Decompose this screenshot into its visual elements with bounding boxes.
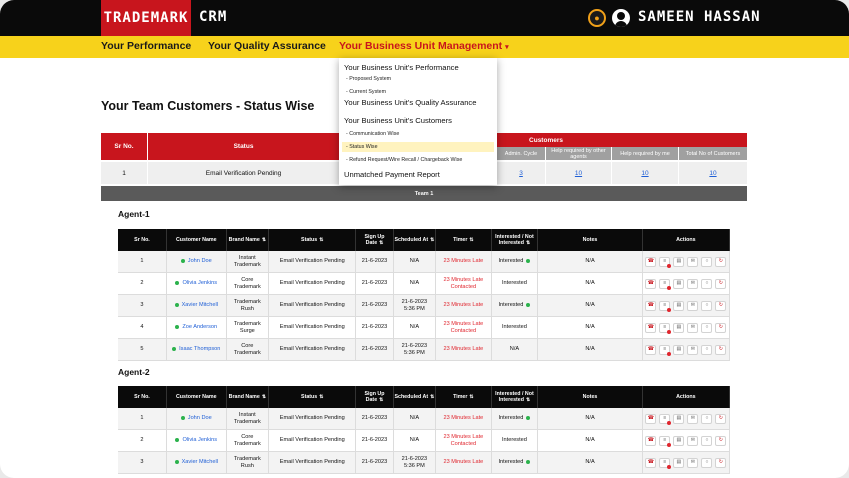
- summary-link-total-customers[interactable]: 10: [709, 169, 717, 177]
- phone-icon[interactable]: ☎: [645, 436, 656, 446]
- column-header[interactable]: [227, 386, 270, 408]
- interested-check-icon: [526, 259, 530, 263]
- cell-scheduled-at: N/A: [394, 273, 437, 295]
- sort-icon[interactable]: ⇅: [261, 237, 267, 243]
- table-header-row: [118, 229, 730, 251]
- customer-name: Olivia Jenkins: [182, 437, 217, 444]
- column-header-label: Sr No.: [134, 237, 150, 243]
- cell-signup-date: 21-6-2023: [356, 339, 393, 361]
- summary-cell-sr: 1: [101, 162, 147, 184]
- page-title: Your Team Customers - Status Wise: [101, 99, 315, 113]
- cell-notes: N/A: [538, 452, 642, 474]
- column-header-label: Timer: [453, 237, 468, 243]
- refresh-icon[interactable]: ↻: [715, 458, 726, 468]
- sort-icon[interactable]: ⇅: [526, 397, 531, 403]
- online-status-icon: [175, 303, 179, 307]
- dropdown-item-label: Refund Request/Wire Recall / Chargeback Wise: [349, 157, 463, 163]
- dropdown-group-unmatched-payment[interactable]: Unmatched Payment Report: [344, 170, 440, 179]
- interest-label: Interested: [502, 324, 527, 331]
- cell-customer: [167, 430, 227, 452]
- cell-sr: 2: [118, 273, 167, 295]
- column-header-label: Status: [301, 237, 318, 243]
- cell-signup-date: 21-6-2023: [356, 295, 393, 317]
- call-log-icon[interactable]: ≡: [659, 458, 670, 468]
- cell-scheduled-at: N/A: [394, 251, 437, 273]
- action-buttons: [645, 323, 727, 333]
- action-buttons: [645, 436, 727, 446]
- table-row: [118, 317, 730, 339]
- sms-icon[interactable]: ▤: [673, 345, 684, 355]
- cell-interest: [492, 408, 539, 430]
- chevron-down-icon: ▾: [505, 44, 509, 51]
- customer-link[interactable]: [175, 302, 218, 308]
- cell-interest: [492, 339, 539, 361]
- phone-icon[interactable]: ☎: [645, 458, 656, 468]
- summary-sub-help-by-others: Help required by other agents: [546, 147, 611, 160]
- column-header-label: Sign Up Date: [364, 234, 385, 246]
- cell-interest: [492, 317, 539, 339]
- refresh-icon[interactable]: ↻: [715, 345, 726, 355]
- cell-notes: N/A: [538, 408, 642, 430]
- cell-sr: 3: [118, 295, 167, 317]
- column-header-label: Status: [301, 394, 318, 400]
- app-name: CRM: [199, 9, 228, 25]
- main-nav: [0, 36, 849, 58]
- call-log-icon[interactable]: ≡: [659, 279, 670, 289]
- table-row: [118, 251, 730, 273]
- cell-timer: 23 Minutes Late: [436, 408, 491, 430]
- cell-notes: N/A: [538, 430, 642, 452]
- interest-label: Interested: [502, 280, 527, 287]
- nav-business-unit-management-label: Your Business Unit Management: [339, 40, 503, 52]
- column-header[interactable]: [394, 386, 437, 408]
- summary-sub-help-by-me: Help required by me: [612, 147, 678, 160]
- phone-icon[interactable]: ☎: [645, 414, 656, 424]
- dropdown-item-proposed-system[interactable]: - Proposed System: [346, 76, 392, 82]
- email-icon[interactable]: ✉: [687, 458, 698, 468]
- sort-icon[interactable]: ⇅: [379, 397, 384, 403]
- cell-actions: [643, 452, 730, 474]
- sort-icon[interactable]: ⇅: [319, 237, 324, 243]
- column-header[interactable]: [356, 229, 393, 251]
- summary-sub-total-customers: Total No of Customers: [679, 147, 747, 160]
- column-header[interactable]: [492, 229, 539, 251]
- column-header: [643, 229, 730, 251]
- sms-icon[interactable]: ▤: [673, 257, 684, 267]
- cell-brand: Instant Trademark: [227, 251, 270, 273]
- user-name[interactable]: SAMEEN HASSAN: [638, 9, 761, 25]
- column-header[interactable]: [492, 386, 539, 408]
- alert-dot-icon: [667, 465, 671, 469]
- cell-actions: [643, 251, 730, 273]
- column-header-label: Brand Name: [228, 394, 260, 400]
- column-header: [118, 386, 167, 408]
- cell-scheduled-at: N/A: [394, 408, 437, 430]
- cell-signup-date: 21-6-2023: [356, 317, 393, 339]
- sms-icon[interactable]: ▤: [673, 323, 684, 333]
- online-status-icon: [181, 259, 185, 263]
- cell-interest: [492, 273, 539, 295]
- column-header-label: Timer: [453, 394, 468, 400]
- interested-check-icon: [526, 416, 530, 420]
- column-header: [118, 229, 167, 251]
- sort-icon[interactable]: ⇅: [526, 240, 531, 246]
- summary-cell-status: Email Verification Pending: [148, 162, 339, 184]
- alert-dot-icon: [667, 308, 671, 312]
- cell-timer: 23 Minutes Late: [436, 452, 491, 474]
- column-header-label: Brand Name: [228, 237, 260, 243]
- sort-icon[interactable]: ⇅: [469, 237, 474, 243]
- action-buttons: [645, 345, 727, 355]
- phone-icon[interactable]: ☎: [645, 279, 656, 289]
- dropdown-item-current-system[interactable]: - Current System: [346, 89, 387, 95]
- brand-logo[interactable]: [101, 0, 191, 36]
- online-status-icon: [175, 438, 179, 442]
- whatsapp-icon[interactable]: ○: [701, 323, 712, 333]
- cell-interest: [492, 295, 539, 317]
- email-icon[interactable]: ✉: [687, 257, 698, 267]
- customer-link[interactable]: [175, 437, 217, 443]
- cell-actions: [643, 339, 730, 361]
- sort-icon[interactable]: ⇅: [430, 394, 435, 400]
- dropdown-item-status-wise[interactable]: - Status Wise: [342, 142, 494, 152]
- agent-table: [118, 229, 730, 361]
- email-icon[interactable]: ✉: [687, 301, 698, 311]
- alert-dot-icon: [667, 330, 671, 334]
- email-icon[interactable]: ✉: [687, 279, 698, 289]
- cell-brand: Instant Trademark: [227, 408, 270, 430]
- sort-icon[interactable]: ⇅: [430, 237, 435, 243]
- column-header-label: Notes: [582, 237, 598, 243]
- cell-scheduled-at: N/A: [394, 430, 437, 452]
- table-row: [118, 408, 730, 430]
- call-log-icon[interactable]: ≡: [659, 345, 670, 355]
- dropdown-item-label: Status Wise: [349, 144, 378, 150]
- refresh-icon[interactable]: ↻: [715, 414, 726, 424]
- cell-customer: [167, 273, 227, 295]
- brand-logo-text: TRADEMARK: [103, 10, 189, 26]
- cell-actions: [643, 273, 730, 295]
- phone-icon[interactable]: ☎: [645, 301, 656, 311]
- column-header-label: Sign Up Date: [364, 391, 385, 403]
- cell-customer: [167, 317, 227, 339]
- team-header: Team 1: [101, 186, 747, 201]
- cell-scheduled-at: 21-6-2023 5:36 PM: [394, 339, 437, 361]
- cell-status: Email Verification Pending: [269, 452, 356, 474]
- column-header-label: Interested / Not Interested: [495, 234, 534, 246]
- column-header: [643, 386, 730, 408]
- cell-scheduled-at: N/A: [394, 317, 437, 339]
- email-icon[interactable]: ✉: [687, 345, 698, 355]
- cell-actions: [643, 295, 730, 317]
- sms-icon[interactable]: ▤: [673, 458, 684, 468]
- table-row: [118, 273, 730, 295]
- summary-link-admin-cycle[interactable]: 3: [519, 169, 523, 177]
- cell-interest: [492, 430, 539, 452]
- whatsapp-icon[interactable]: ○: [701, 257, 712, 267]
- user-avatar-icon[interactable]: [612, 9, 630, 27]
- call-log-icon[interactable]: ≡: [659, 436, 670, 446]
- cell-notes: N/A: [538, 317, 642, 339]
- interest-label: Interested: [502, 437, 527, 444]
- dropdown-group-customers[interactable]: Your Business Unit's Customers: [344, 116, 452, 125]
- column-header[interactable]: [269, 229, 356, 251]
- summary-link-help-by-me[interactable]: 10: [641, 169, 649, 177]
- call-log-icon[interactable]: ≡: [659, 257, 670, 267]
- cell-interest: [492, 452, 539, 474]
- column-header-label: Notes: [582, 394, 598, 400]
- cell-sr: 2: [118, 430, 167, 452]
- email-icon[interactable]: ✉: [687, 436, 698, 446]
- customer-link[interactable]: [172, 346, 220, 352]
- customer-name: John Doe: [187, 415, 212, 422]
- column-header[interactable]: [394, 229, 437, 251]
- table-row: [118, 295, 730, 317]
- cell-customer: [167, 251, 227, 273]
- column-header-label: Scheduled At: [394, 394, 429, 400]
- sms-icon[interactable]: ▤: [673, 414, 684, 424]
- nav-your-quality-assurance[interactable]: Your Quality Assurance: [208, 40, 326, 52]
- cell-sr: 1: [118, 251, 167, 273]
- refresh-icon[interactable]: ↻: [715, 436, 726, 446]
- whatsapp-icon[interactable]: ○: [701, 458, 712, 468]
- interested-check-icon: [526, 460, 530, 464]
- sort-icon[interactable]: ⇅: [261, 394, 267, 400]
- cell-actions: [643, 317, 730, 339]
- summary-header-customers: Customers: [339, 133, 747, 147]
- customer-link[interactable]: [175, 459, 218, 465]
- online-status-icon: [181, 416, 185, 420]
- cell-timer: 23 Minutes Late Contacted: [436, 273, 491, 295]
- cell-brand: Core Trademark: [227, 273, 270, 295]
- sms-icon[interactable]: ▤: [673, 436, 684, 446]
- refresh-icon[interactable]: ↻: [715, 323, 726, 333]
- whatsapp-icon[interactable]: ○: [701, 414, 712, 424]
- phone-icon[interactable]: ☎: [645, 323, 656, 333]
- column-header[interactable]: [436, 229, 491, 251]
- summary-header-status: Status: [148, 133, 339, 160]
- cell-customer: [167, 295, 227, 317]
- notification-bell-icon[interactable]: ●: [588, 9, 606, 27]
- column-header: [538, 229, 642, 251]
- column-header[interactable]: [436, 386, 491, 408]
- column-header-label: Sr No.: [134, 394, 150, 400]
- cell-customer: [167, 408, 227, 430]
- cell-status: Email Verification Pending: [269, 295, 356, 317]
- action-buttons: [645, 279, 727, 289]
- call-log-icon[interactable]: ≡: [659, 414, 670, 424]
- sort-icon[interactable]: ⇅: [379, 240, 384, 246]
- top-bar: [0, 0, 849, 36]
- agent-title: Agent-2: [118, 367, 150, 377]
- online-status-icon: [172, 347, 176, 351]
- cell-status: Email Verification Pending: [269, 317, 356, 339]
- customer-name: Xavier Mitchell: [181, 459, 218, 466]
- agent-title: Agent-1: [118, 209, 150, 219]
- refresh-icon[interactable]: ↻: [715, 279, 726, 289]
- dropdown-item-label: Communication Wise: [349, 131, 400, 137]
- alert-dot-icon: [667, 421, 671, 425]
- email-icon[interactable]: ✉: [687, 323, 698, 333]
- customer-link[interactable]: [181, 415, 212, 421]
- dropdown-item-label: Current System: [349, 89, 387, 95]
- column-header: [167, 229, 227, 251]
- dropdown-item-communication-wise[interactable]: - Communication Wise: [346, 131, 400, 137]
- cell-actions: [643, 408, 730, 430]
- cell-customer: [167, 452, 227, 474]
- dropdown-item-refund-request[interactable]: - Refund Request/Wire Recall / Chargeback Wise: [346, 157, 463, 163]
- dropdown-group-performance[interactable]: Your Business Unit's Performance: [344, 63, 459, 72]
- column-header-label: Customer Name: [175, 237, 217, 243]
- cell-timer: 23 Minutes Late: [436, 339, 491, 361]
- cell-sr: 5: [118, 339, 167, 361]
- column-header-label: Actions: [676, 237, 696, 243]
- online-status-icon: [175, 460, 179, 464]
- cell-notes: N/A: [538, 251, 642, 273]
- whatsapp-icon[interactable]: ○: [701, 301, 712, 311]
- column-header-label: Actions: [676, 394, 696, 400]
- business-unit-dropdown: [339, 58, 497, 185]
- action-buttons: [645, 414, 727, 424]
- sms-icon[interactable]: ▤: [673, 301, 684, 311]
- cell-signup-date: 21-6-2023: [356, 251, 393, 273]
- cell-scheduled-at: 21-6-2023 5:36 PM: [394, 452, 437, 474]
- cell-signup-date: 21-6-2023: [356, 430, 393, 452]
- alert-dot-icon: [667, 264, 671, 268]
- table-header-row: [118, 386, 730, 408]
- cell-actions: [643, 430, 730, 452]
- cell-notes: N/A: [538, 339, 642, 361]
- alert-dot-icon: [667, 443, 671, 447]
- column-header: [538, 386, 642, 408]
- cell-status: Email Verification Pending: [269, 430, 356, 452]
- online-status-icon: [175, 325, 179, 329]
- cell-status: Email Verification Pending: [269, 408, 356, 430]
- sort-icon[interactable]: ⇅: [469, 394, 474, 400]
- cell-signup-date: 21-6-2023: [356, 408, 393, 430]
- dropdown-item-label: Proposed System: [349, 76, 392, 82]
- whatsapp-icon[interactable]: ○: [701, 279, 712, 289]
- cell-timer: 23 Minutes Late Contacted: [436, 430, 491, 452]
- table-row: [118, 430, 730, 452]
- cell-brand: Trademark Surge: [227, 317, 270, 339]
- interest-label: Interested: [498, 258, 524, 265]
- cell-status: Email Verification Pending: [269, 273, 356, 295]
- customer-link[interactable]: [175, 280, 217, 286]
- cell-signup-date: 21-6-2023: [356, 273, 393, 295]
- customer-name: Olivia Jenkins: [182, 280, 217, 287]
- cell-interest: [492, 251, 539, 273]
- column-header[interactable]: [227, 229, 270, 251]
- cell-customer: [167, 339, 227, 361]
- customer-name: Xavier Mitchell: [181, 302, 218, 309]
- customer-name: Zoe Anderson: [182, 324, 218, 331]
- column-header-label: Customer Name: [175, 394, 217, 400]
- sort-icon[interactable]: ⇅: [319, 394, 324, 400]
- cell-status: Email Verification Pending: [269, 339, 356, 361]
- action-buttons: [645, 458, 727, 468]
- call-log-icon[interactable]: ≡: [659, 301, 670, 311]
- nav-your-performance[interactable]: Your Performance: [101, 40, 192, 52]
- interest-label: Interested: [498, 302, 524, 309]
- summary-link-help-by-others[interactable]: 10: [574, 169, 583, 177]
- column-header[interactable]: [269, 386, 356, 408]
- sms-icon[interactable]: ▤: [673, 279, 684, 289]
- cell-notes: N/A: [538, 295, 642, 317]
- cell-signup-date: 21-6-2023: [356, 452, 393, 474]
- nav-business-unit-management[interactable]: [339, 40, 509, 52]
- column-header-label: Interested / Not Interested: [495, 391, 534, 403]
- cell-timer: 23 Minutes Late: [436, 295, 491, 317]
- customer-name: John Doe: [187, 258, 212, 265]
- interest-label: Interested: [498, 459, 524, 466]
- cell-brand: Trademark Rush: [227, 295, 270, 317]
- customer-link[interactable]: [175, 324, 217, 330]
- cell-timer: 23 Minutes Late: [436, 251, 491, 273]
- column-header: [167, 386, 227, 408]
- cell-timer: 23 Minutes Late Contacted: [436, 317, 491, 339]
- column-header[interactable]: [356, 386, 393, 408]
- action-buttons: [645, 301, 727, 311]
- customer-link[interactable]: [181, 258, 212, 264]
- customer-name: Isaac Thompson: [179, 346, 221, 353]
- phone-icon[interactable]: ☎: [645, 345, 656, 355]
- column-header-label: Scheduled At: [394, 237, 429, 243]
- summary-sub-admin-cycle: Admin. Cycle: [497, 147, 545, 160]
- cell-scheduled-at: 21-6-2023 5:36 PM: [394, 295, 437, 317]
- refresh-icon[interactable]: ↻: [715, 257, 726, 267]
- cell-brand: Trademark Rush: [227, 452, 270, 474]
- email-icon[interactable]: ✉: [687, 414, 698, 424]
- whatsapp-icon[interactable]: ○: [701, 345, 712, 355]
- cell-status: Email Verification Pending: [269, 251, 356, 273]
- cell-sr: 4: [118, 317, 167, 339]
- action-buttons: [645, 257, 727, 267]
- cell-brand: Core Trademark: [227, 430, 270, 452]
- alert-dot-icon: [667, 352, 671, 356]
- interested-check-icon: [526, 303, 530, 307]
- alert-dot-icon: [667, 286, 671, 290]
- table-row: [118, 339, 730, 361]
- agent-table: [118, 386, 730, 474]
- phone-icon[interactable]: ☎: [645, 257, 656, 267]
- cell-notes: N/A: [538, 273, 642, 295]
- summary-header-sr: Sr No.: [101, 133, 147, 160]
- dropdown-group-quality-assurance[interactable]: Your Business Unit's Quality Assurance: [344, 98, 477, 107]
- online-status-icon: [175, 281, 179, 285]
- cell-sr: 3: [118, 452, 167, 474]
- whatsapp-icon[interactable]: ○: [701, 436, 712, 446]
- refresh-icon[interactable]: ↻: [715, 301, 726, 311]
- cell-sr: 1: [118, 408, 167, 430]
- table-row: [118, 452, 730, 474]
- interest-label: Interested: [498, 415, 524, 422]
- call-log-icon[interactable]: ≡: [659, 323, 670, 333]
- cell-brand: Core Trademark: [227, 339, 270, 361]
- interest-label: N/A: [509, 346, 520, 353]
